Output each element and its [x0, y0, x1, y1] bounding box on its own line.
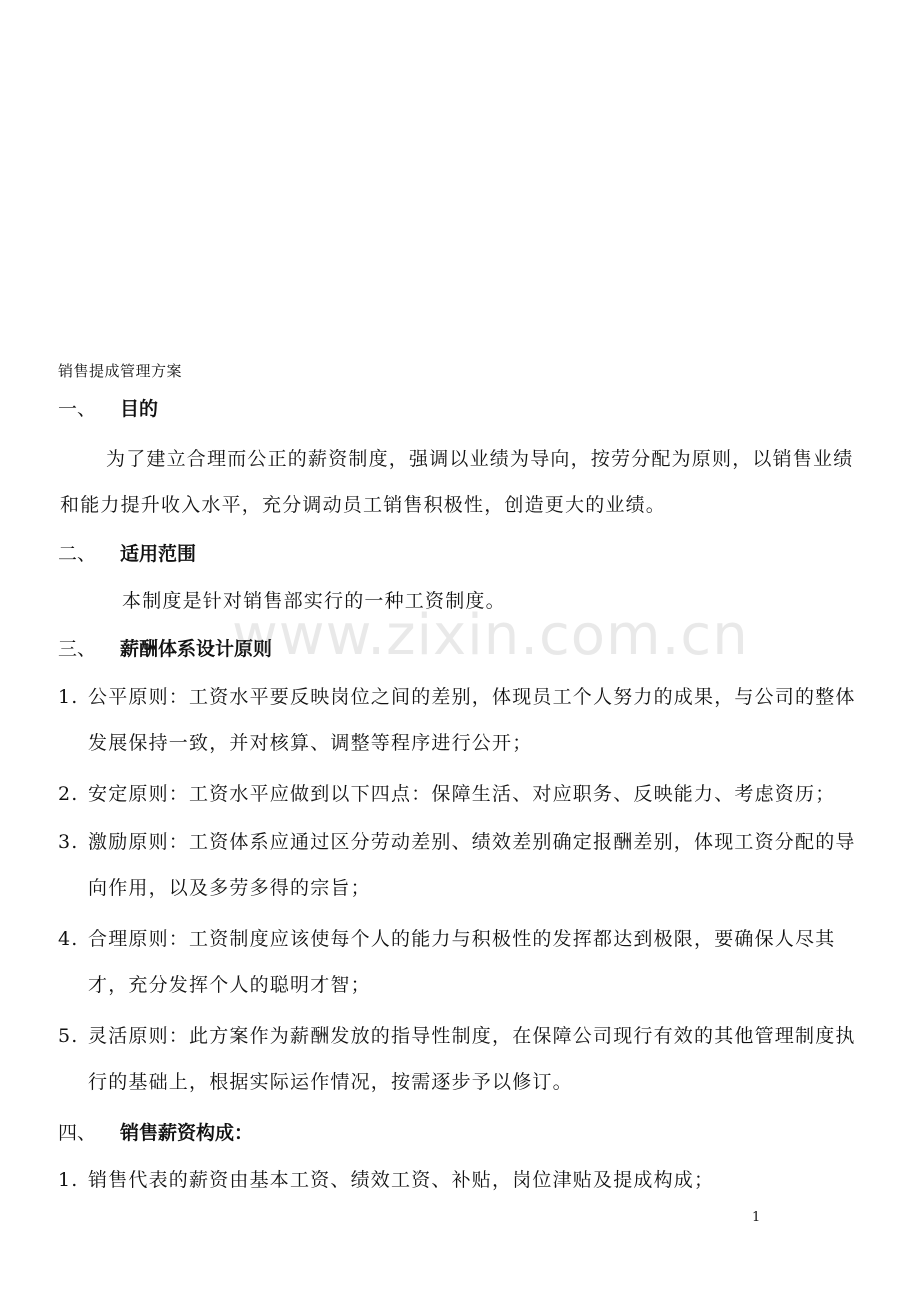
list-item-number: 5.	[58, 1025, 79, 1047]
section-number: 一、	[58, 398, 97, 420]
list-item-text: 灵活原则：此方案作为薪酬发放的指导性制度，在保障公司现行有效的其他管理制度执行的基础上，根据实际运作情况，按需逐步予以修订。	[88, 1025, 856, 1093]
list-item-number: 3.	[58, 831, 79, 853]
section-paragraph-scope: 本制度是针对销售部实行的一种工资制度。	[122, 590, 506, 612]
section-number: 三、	[58, 638, 97, 660]
document-title: 销售提成管理方案	[58, 362, 183, 380]
list-item-number: 2.	[58, 783, 79, 805]
list-item-text: 销售代表的薪资由基本工资、绩效工资、补贴，岗位津贴及提成构成；	[88, 1169, 715, 1191]
list-item-number: 4.	[58, 928, 79, 950]
section-title: 薪酬体系设计原则	[120, 638, 273, 660]
section-title: 目的	[120, 398, 159, 420]
list-item-principle-4	[58, 916, 870, 1008]
list-item-salary-1	[58, 1157, 870, 1203]
list-item-principle-3	[58, 819, 870, 911]
list-item-number: 1.	[58, 1169, 79, 1191]
section-title: 适用范围	[120, 543, 197, 565]
section-paragraph-purpose: 为了建立合理而公正的薪资制度，强调以业绩为导向，按劳分配为原则，以销售业绩和能力提升收入水平，充分调动员工销售积极性，创造更大的业绩。	[60, 448, 854, 516]
list-item-text: 合理原则：工资制度应该使每个人的能力与积极性的发挥都达到极限，要确保人尽其才，充分发挥个人的聪明才智；	[88, 928, 836, 996]
section-number: 二、	[58, 543, 97, 565]
list-item-principle-1	[58, 674, 870, 766]
section-heading-salary-structure	[58, 1120, 253, 1146]
section-number: 四、	[58, 1122, 97, 1144]
list-item-text: 公平原则：工资水平要反映岗位之间的差别，体现员工个人努力的成果，与公司的整体发展保持一致，并对核算、调整等程序进行公开；	[88, 686, 856, 754]
list-item-number: 1.	[58, 686, 79, 708]
section-title: 销售薪资构成：	[120, 1122, 254, 1144]
list-item-text: 安定原则：工资水平应做到以下四点：保障生活、对应职务、反映能力、考虑资历；	[88, 783, 836, 805]
list-item-text: 激励原则：工资体系应通过区分劳动差别、绩效差别确定报酬差别，体现工资分配的导向作用，以及多劳多得的宗旨；	[88, 831, 856, 899]
list-item-principle-2	[58, 771, 870, 817]
watermark: www.zixin.com.cn	[232, 603, 749, 668]
list-item-principle-5	[58, 1013, 870, 1105]
section-heading-purpose	[58, 396, 158, 422]
section-heading-scope	[58, 541, 196, 567]
page-number: 1	[752, 1210, 761, 1225]
